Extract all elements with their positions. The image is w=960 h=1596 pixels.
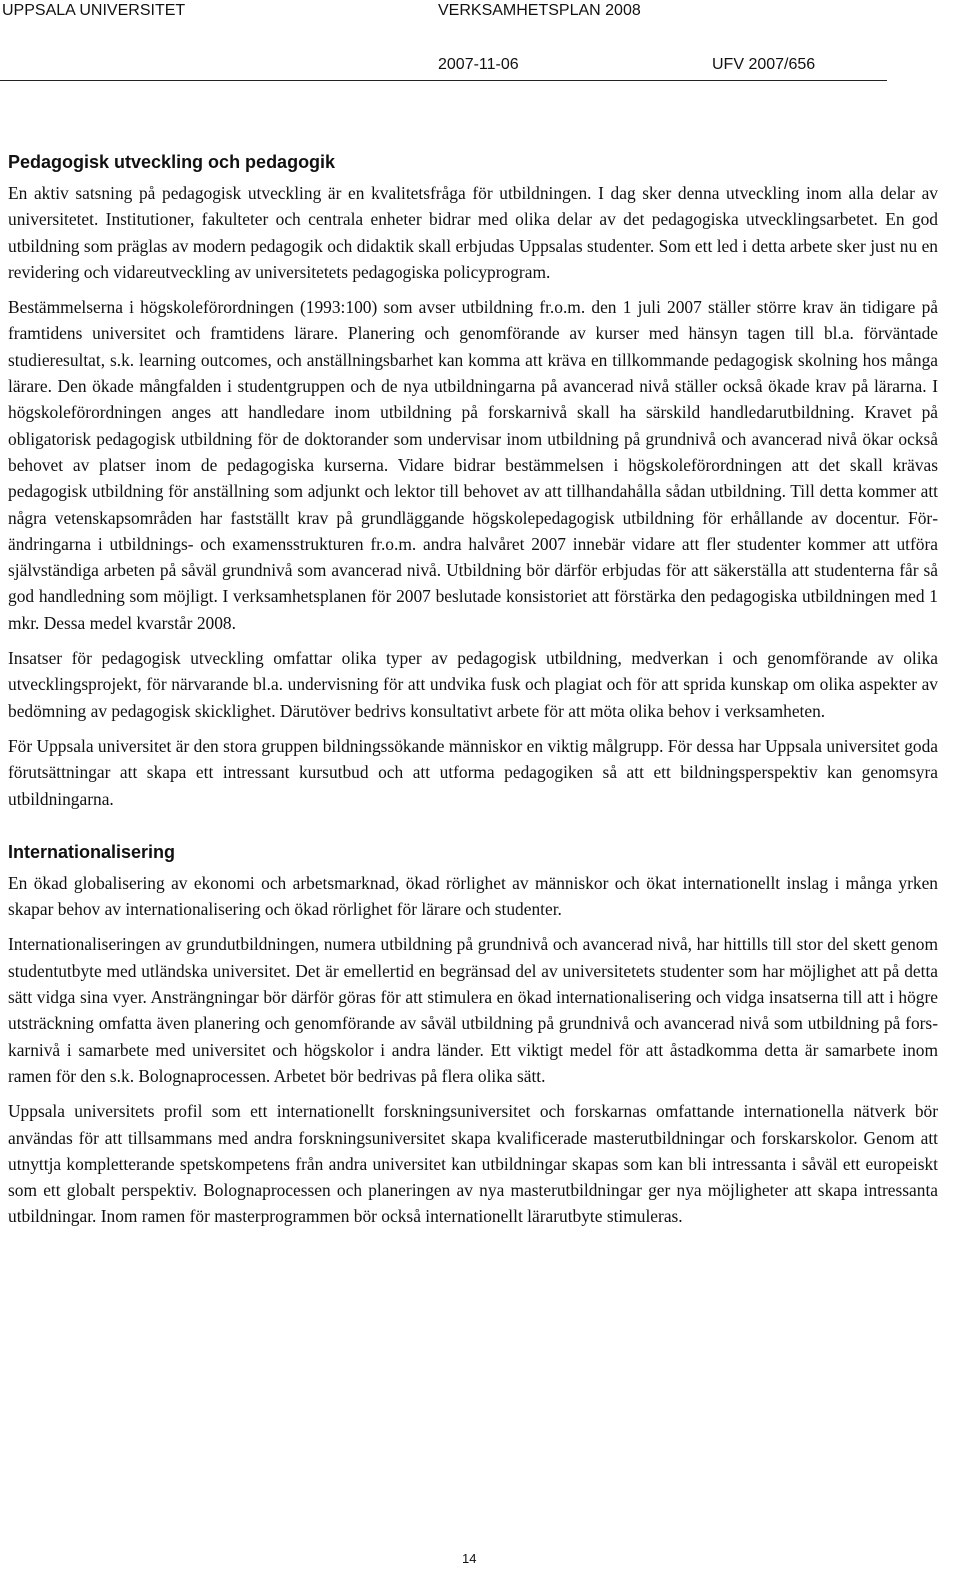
document-body: [8, 150, 938, 1239]
page-header-meta: [0, 56, 900, 78]
header-date: 2007-11-06: [438, 56, 519, 73]
header-rule: [0, 80, 887, 81]
section-internationalisering: [8, 840, 938, 1230]
paragraph: För Uppsala universitet är den stora gruppen bildningssökande människor en viktig målgrupp. För dessa har Uppsala universitet goda förutsättningar att skapa ett intressant kursutbud och att utforma pedagogiken så att ett bildningsperspektiv kan genomsyra utbildningarna.: [8, 735, 938, 809]
paragraph: Uppsala universitets profil som ett internationellt forskningsuniversitet och forskarnas omfattande internationella nätverk bör användas för att tillsammans med andra forskningsuniversitet skapa kvalificerade masterutbildningar och forskarskolor. Genom att utnyttja kompletterande spetskompetens från andra universitet kan utbildningar skapas som kan bli intressanta i såväl ett europeiskt som ett globalt perspektiv. Bolognaprocessen och planeringen av nya masterutbildningar ger nya möjligheter att skapa intressanta utbildningar. Inom ramen för masterprogrammen bör också internationellt lärarutbyte stimuleras.: [8, 1101, 938, 1227]
paragraph: En ökad globalisering av ekonomi och arbetsmarknad, ökad rörlighet av människor och ökat internationellt inslag i många yrken skapar behov av internationalisering och ökad rörlighet för lärare och studenter.: [8, 872, 938, 920]
page-number: 14: [462, 1551, 477, 1566]
section-pedagogik: [8, 150, 938, 812]
header-doc-title: VERKSAMHETSPLAN 2008: [438, 2, 641, 19]
paragraph: En aktiv satsning på pedagogisk utveckling är en kvalitetsfråga för utbildningen. I dag sker denna utveckling inom alla delar av universitetet. Institutioner, fakulteter och centrala enheter bidrar med olika delar av det pedagogiska utvecklingsarbetet. En god utbildning som präglas av modern pedagogik och didaktik skall erbjudas Uppsalas studenter. Som ett led i detta arbete sker just nu en revidering och vidareutveckling av universitetets pedagogiska policyprogram.: [8, 183, 938, 282]
paragraph: Insatser för pedagogisk utveckling omfattar olika typer av pedagogisk utbildning, medverkan i och genomförande av olika utvecklingsprojekt, för närvarande bl.a. undervisning för att undvika fusk och plagiat och för att sprida kunskap om olika aspekter av bedömning av pedagogisk skicklighet. Därutöver bedrivs konsultativt arbete för att möta olika behov i verksamheten.: [8, 648, 938, 721]
header-reference: UFV 2007/656: [712, 56, 816, 73]
section-heading: Pedagogisk utveckling och pedagogik: [8, 152, 336, 172]
page-header-top: [0, 2, 900, 24]
paragraph: Bestämmelserna i högskoleförordningen (1993:100) som avser utbildning fr.o.m. den 1 juli 2007 ställer större krav än tidigare på framtidens universitet och framtidens lärare. Planering och genomförande av kurser med hänsyn tagen till bl.a. förväntade studieresultat, s.k. learning outcomes, och anställningsbarhet kan komma att kräva en tillkommande pedagogisk skolning hos många lärare. Den ökade mångfalden i studentgruppen och de nya utbildningarna på avancerad nivå ställer också ökade krav på lärarna. I högskoleförordningen anges att handledare inom utbildning på forskarnivå skall ha särskild handledarutbildning. Kravet på obligatorisk pedagogisk utbildning för de doktorander som undervisar inom utbildning på grundnivå och avancerad nivå ökar också behovet av platser inom de pedagogiska kurserna. Vidare bidrar bestämmelsen i högskoleförordningen att det skall krävas pedagogisk utbildning för anställning som adjunkt och lektor till behovet av att tillhandahålla sådan utbildning. Till detta kommer att några vetenskapsområden har fastställt krav på grundläggande högskolepedagogisk utbildning för erhållande av docentur. Förändringarna i utbildnings- och examensstrukturen fr.o.m. andra halvåret 2007 innebär vidare att fler studenter kommer att utföra självständiga arbeten på såväl grundnivå som avancerad nivå. Utbildning bör därför erbjudas för att säkerställa att studenterna får så god handledning som möjligt. I verksamhetsplanen för 2007 beslutade konsistoriet att förstärka den pedagogiska utbildningen med 1 mkr. Dessa medel kvarstår 2008.: [8, 297, 938, 633]
paragraph: Internationaliseringen av grundutbildningen, numera utbildning på grundnivå och avancerad nivå, har hittills till stor del skett genom studentutbyte med utländska universitet. Det är emellertid en begränsad del av universitetets studenter som har möjlighet att på detta sätt vidga sina vyer. Ansträngningar bör därför göras för att stimulera en ökad internationalisering och vidga insatserna till att i högre utsträckning omfatta även planering och genomförande av såväl utbildning på grundnivå och avancerad nivå som utbildning på forskarnivå i samarbete med universitet och högskolor i andra länder. Ett viktigt medel för att åstadkomma detta är samarbete inom ramen för den s.k. Bolognaprocessen. Arbetet bör bedrivas på flera olika sätt.: [8, 934, 938, 1086]
header-org: UPPSALA UNIVERSITET: [2, 2, 186, 19]
section-heading: Internationalisering: [8, 841, 176, 862]
